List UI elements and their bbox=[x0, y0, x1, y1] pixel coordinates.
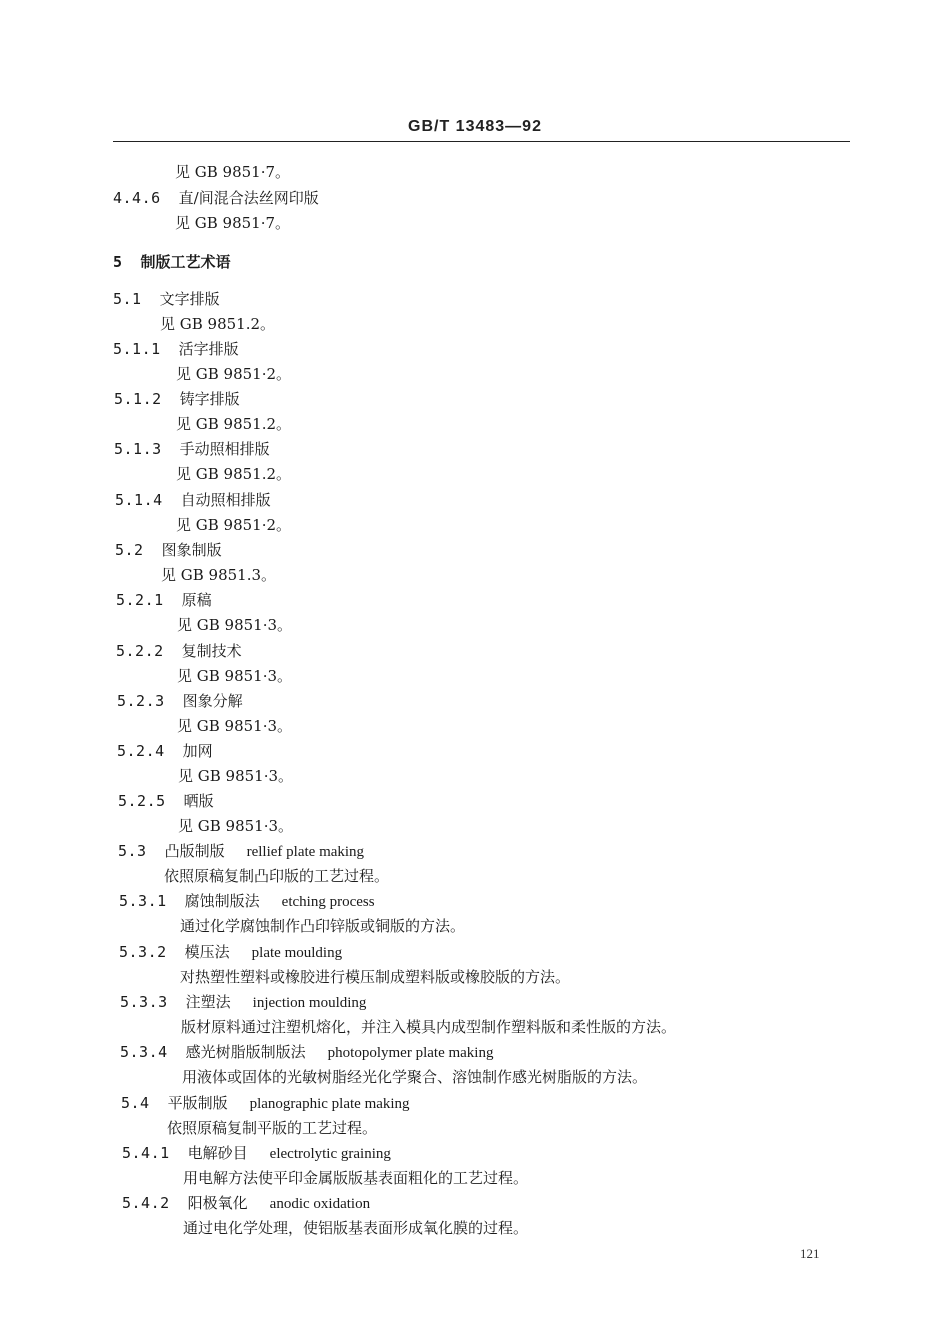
term-number: 5.2.3 bbox=[117, 692, 165, 710]
term-definition: 版材原料通过注塑机熔化，并注入模具内成型制作塑料版和柔性版的方法。 bbox=[181, 1018, 677, 1036]
term-entry bbox=[116, 641, 242, 661]
term-number: 5.3.2 bbox=[119, 943, 167, 961]
term-english: electrolytic graining bbox=[269, 1146, 391, 1162]
term-entry bbox=[113, 289, 220, 309]
see-reference: 见 GB 9851.2。 bbox=[176, 465, 292, 483]
see-reference: 见 GB 9851·7。 bbox=[175, 214, 291, 232]
term-chinese: 模压法 bbox=[184, 943, 230, 961]
term-number: 5.3.4 bbox=[120, 1043, 168, 1061]
see-reference: 见 GB 9851·3。 bbox=[178, 767, 294, 785]
term-entry bbox=[121, 1093, 410, 1114]
term-entry bbox=[120, 992, 366, 1013]
term-number: 5.4.1 bbox=[122, 1144, 170, 1162]
term-entry bbox=[113, 188, 319, 208]
term-definition: 依照原稿复制平版的工艺过程。 bbox=[167, 1119, 378, 1137]
term-chinese: 腐蚀制版法 bbox=[184, 892, 260, 910]
term-entry bbox=[114, 439, 270, 459]
see-reference: 见 GB 9851·3。 bbox=[178, 817, 294, 835]
term-chinese: 文字排版 bbox=[159, 290, 220, 308]
term-entry bbox=[115, 540, 222, 560]
term-number: 5.3.1 bbox=[119, 892, 167, 910]
term-number: 5.1.1 bbox=[113, 340, 161, 358]
term-english: photopolymer plate making bbox=[327, 1045, 494, 1061]
term-number: 5.2 bbox=[115, 541, 144, 559]
term-english: planographic plate making bbox=[249, 1096, 410, 1112]
see-reference: 见 GB 9851.2。 bbox=[160, 315, 276, 333]
term-number: 5.2.1 bbox=[116, 591, 164, 609]
term-chinese: 图象制版 bbox=[161, 541, 222, 559]
term-english: rellief plate making bbox=[246, 844, 365, 860]
term-entry bbox=[118, 791, 214, 811]
term-entry bbox=[115, 490, 271, 510]
term-entry bbox=[118, 841, 364, 862]
term-chinese: 活字排版 bbox=[178, 340, 239, 358]
term-definition: 通过电化学处理，使铝版基表面形成氧化膜的过程。 bbox=[183, 1219, 529, 1237]
term-number: 5.2.2 bbox=[116, 642, 164, 660]
term-chinese: 自动照相排版 bbox=[180, 491, 271, 509]
term-entry bbox=[120, 1042, 493, 1063]
section-title: 制版工艺术语 bbox=[140, 253, 231, 271]
term-entry bbox=[119, 891, 375, 912]
term-english: plate moulding bbox=[251, 945, 343, 961]
term-chinese: 手动照相排版 bbox=[179, 440, 270, 458]
term-number: 5.2.4 bbox=[117, 742, 165, 760]
term-number: 5.3.3 bbox=[120, 993, 168, 1011]
term-number: 5.1.4 bbox=[115, 491, 163, 509]
term-number: 5.1 bbox=[113, 290, 142, 308]
see-reference: 见 GB 9851·3。 bbox=[177, 616, 293, 634]
section-heading bbox=[113, 252, 231, 272]
term-chinese: 阳极氧化 bbox=[187, 1194, 248, 1212]
term-entry bbox=[114, 389, 240, 409]
term-english: injection moulding bbox=[252, 995, 367, 1011]
term-entry bbox=[113, 339, 239, 359]
term-number: 5.1.3 bbox=[114, 440, 162, 458]
term-entry bbox=[119, 942, 342, 963]
term-number: 5.1.2 bbox=[114, 390, 162, 408]
term-entry bbox=[117, 691, 243, 711]
term-chinese: 加网 bbox=[182, 742, 213, 760]
term-entry bbox=[117, 741, 213, 761]
term-chinese: 电解砂目 bbox=[187, 1144, 248, 1162]
term-chinese: 原稿 bbox=[181, 591, 212, 609]
term-entry bbox=[122, 1193, 370, 1214]
see-reference: 见 GB 9851·2。 bbox=[176, 516, 292, 534]
term-number: 5.3 bbox=[118, 842, 147, 860]
term-definition: 用液体或固体的光敏树脂经光化学聚合、溶蚀制作感光树脂版的方法。 bbox=[182, 1068, 648, 1086]
term-number: 4.4.6 bbox=[113, 189, 161, 207]
term-chinese: 复制技术 bbox=[181, 642, 242, 660]
term-chinese: 注塑法 bbox=[185, 993, 231, 1011]
see-reference: 见 GB 9851.3。 bbox=[161, 566, 277, 584]
term-chinese: 凸版制版 bbox=[164, 842, 225, 860]
term-number: 5.4 bbox=[121, 1094, 150, 1112]
see-reference: 见 GB 9851·3。 bbox=[177, 717, 293, 735]
term-chinese: 平版制版 bbox=[167, 1094, 228, 1112]
term-number: 5.4.2 bbox=[122, 1194, 170, 1212]
term-entry bbox=[122, 1143, 391, 1164]
term-chinese: 直/间混合法丝网印版 bbox=[178, 189, 319, 207]
term-definition: 对热塑性塑料或橡胶进行模压制成塑料版或橡胶版的方法。 bbox=[180, 968, 571, 986]
see-reference: 见 GB 9851·3。 bbox=[177, 667, 293, 685]
term-entry bbox=[116, 590, 212, 610]
see-reference: 见 GB 9851.2。 bbox=[176, 415, 292, 433]
term-definition: 依照原稿复制凸印版的工艺过程。 bbox=[164, 867, 390, 885]
page-number: 121 bbox=[800, 1246, 820, 1261]
term-chinese: 感光树脂版制版法 bbox=[185, 1043, 306, 1061]
term-chinese: 晒版 bbox=[183, 792, 214, 810]
header-rule bbox=[113, 141, 850, 142]
term-english: etching process bbox=[281, 894, 375, 910]
term-chinese: 铸字排版 bbox=[179, 390, 240, 408]
section-number: 5 bbox=[113, 253, 123, 271]
term-definition: 通过化学腐蚀制作凸印锌版或铜版的方法。 bbox=[180, 917, 466, 935]
term-english: anodic oxidation bbox=[269, 1196, 371, 1212]
see-reference: 见 GB 9851·2。 bbox=[176, 365, 292, 383]
term-number: 5.2.5 bbox=[118, 792, 166, 810]
see-reference: 见 GB 9851·7。 bbox=[175, 163, 291, 181]
term-definition: 用电解方法使平印金属版版基表面粗化的工艺过程。 bbox=[183, 1169, 529, 1187]
term-chinese: 图象分解 bbox=[182, 692, 243, 710]
document-header: GB/T 13483—92 bbox=[408, 118, 542, 135]
